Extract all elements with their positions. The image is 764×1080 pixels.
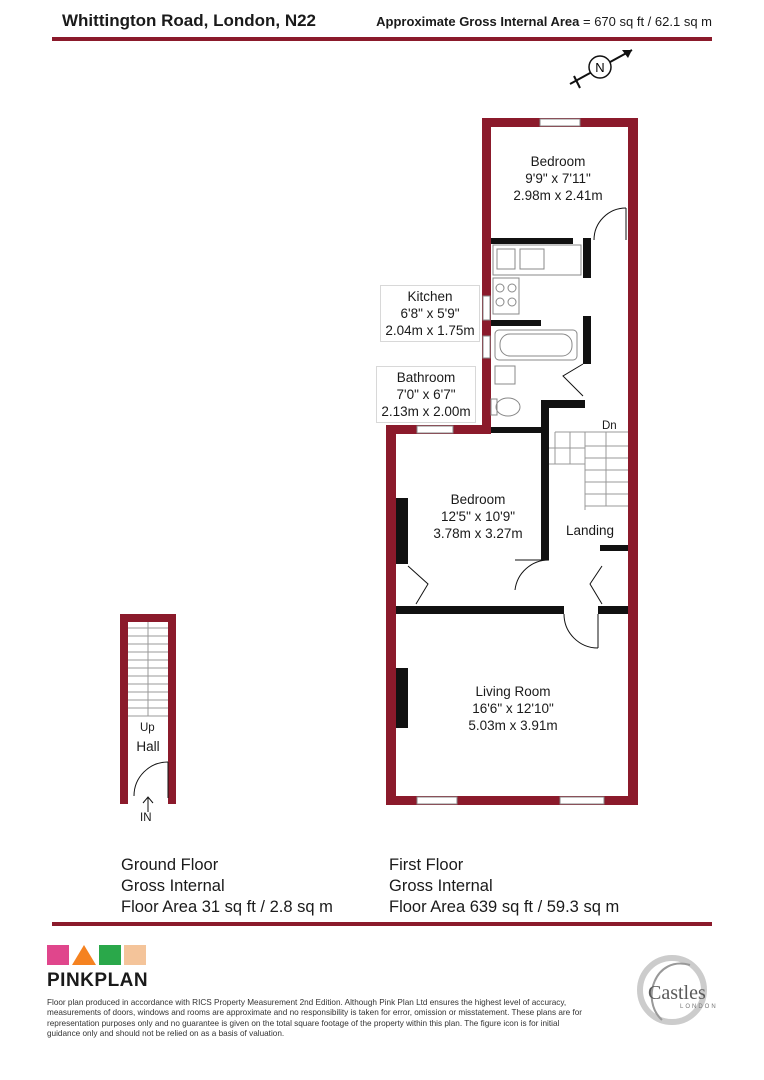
ground-floor-summary bbox=[121, 855, 333, 918]
floor-area: Floor Area 639 sq ft / 59.3 sq m bbox=[389, 898, 620, 916]
floor-name: First Floor bbox=[389, 856, 464, 874]
floor-name: Ground Floor bbox=[121, 856, 219, 874]
disclaimer-text: Floor plan produced in accordance with RICS Property Measurement 2nd Edition. Although Pink Plan Ltd ensures the highest level of accuracy, measurements of doors, windows and rooms are approximate and no responsibility is taken for error, omission or misstatement. These plans are for representation purposes only and no guarantee is given on the total square footage of the property within this plan. The figure icon is for initial guidance only and should not be relied on as a basis of valuation. bbox=[47, 998, 583, 1039]
castles-subtitle: LONDON bbox=[680, 1004, 718, 1010]
room-imperial: 16'6" x 12'10" bbox=[472, 701, 554, 716]
room-name: Landing bbox=[566, 523, 615, 538]
room-bathroom bbox=[376, 366, 476, 423]
room-metric: 5.03m x 3.91m bbox=[468, 718, 558, 733]
footer-rule bbox=[52, 922, 712, 926]
room-metric: 2.13m x 2.00m bbox=[381, 404, 471, 419]
stairs-down-label: Dn bbox=[602, 420, 617, 432]
entrance-label: IN bbox=[140, 812, 152, 824]
floor-gross: Gross Internal bbox=[121, 877, 225, 895]
room-kitchen bbox=[380, 285, 480, 342]
room-imperial: 7'0" x 6'7" bbox=[396, 387, 456, 402]
room-name: Bedroom bbox=[530, 154, 586, 169]
room-metric: 2.04m x 1.75m bbox=[385, 323, 475, 338]
room-living bbox=[458, 683, 568, 734]
room-imperial: 6'8" x 5'9" bbox=[400, 306, 460, 321]
room-name: Kitchen bbox=[407, 289, 453, 304]
floor-area: Floor Area 31 sq ft / 2.8 sq m bbox=[121, 898, 333, 916]
room-metric: 3.78m x 3.27m bbox=[433, 526, 523, 541]
room-name: Bedroom bbox=[450, 492, 506, 507]
floor-gross: Gross Internal bbox=[389, 877, 493, 895]
room-name: Bathroom bbox=[396, 370, 456, 385]
room-landing bbox=[566, 522, 615, 539]
compass-icon bbox=[570, 50, 632, 88]
pinkplan-logo-icon bbox=[47, 945, 146, 965]
room-imperial: 12'5" x 10'9" bbox=[440, 509, 516, 524]
room-name: Hall bbox=[136, 739, 160, 754]
stairs-up-label: Up bbox=[140, 722, 155, 734]
room-imperial: 9'9" x 7'11" bbox=[525, 171, 591, 186]
castles-wordmark: Castles bbox=[648, 982, 706, 1004]
room-metric: 2.98m x 2.41m bbox=[513, 188, 603, 203]
room-bedroom-1 bbox=[508, 153, 608, 204]
room-bedroom-2 bbox=[428, 491, 528, 542]
room-hall bbox=[130, 738, 166, 755]
landing-stairs bbox=[549, 432, 628, 510]
room-name: Living Room bbox=[475, 684, 551, 699]
gross-area-label: Approximate Gross Internal Area bbox=[376, 14, 580, 29]
hall-stairs bbox=[128, 622, 168, 716]
first-floor-summary bbox=[389, 855, 619, 918]
compass-label: N bbox=[595, 60, 605, 75]
address-title: Whittington Road, London, N22 bbox=[62, 11, 317, 30]
pinkplan-wordmark: PINKPLAN bbox=[47, 970, 149, 991]
kitchen-fittings bbox=[493, 245, 581, 314]
entrance-arrow-icon bbox=[143, 797, 153, 812]
hall-door bbox=[134, 762, 168, 798]
gross-area-value: = 670 sq ft / 62.1 sq m bbox=[583, 14, 712, 29]
